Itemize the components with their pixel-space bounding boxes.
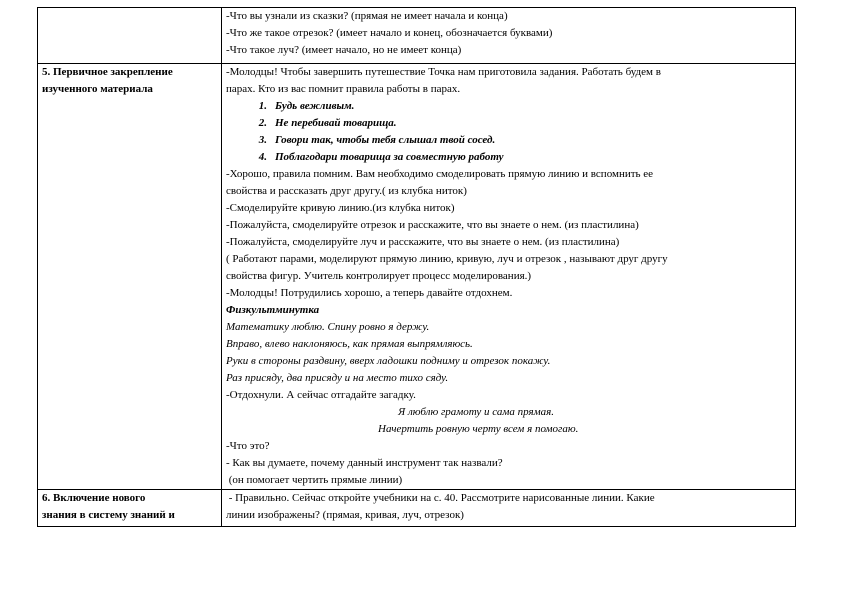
rule-number: 1. — [258, 100, 267, 112]
content-clip — [226, 490, 791, 524]
stage-title: изученного материала — [42, 83, 153, 95]
text-line: - Правильно. Сейчас откройте учебники на с. 40. Рассмотрите нарисованные линии. Какие — [226, 492, 655, 504]
stage-cell — [38, 490, 222, 527]
stage-title: 6. Включение нового — [42, 492, 146, 504]
rule-text: Не перебивай товарища. — [275, 117, 397, 129]
riddle-line: Я люблю грамоту и сама прямая. — [398, 406, 555, 418]
rule-text: Будь вежливым. — [275, 100, 355, 112]
text-line: -Пожалуйста, смоделируйте отрезок и расскажите, что вы знаете о нем. (из пластилина) — [226, 219, 639, 231]
rule-text: Поблагодари товарища за совместную работу — [275, 151, 504, 163]
rule-text: Говори так, чтобы тебя слышал твой сосед. — [275, 134, 496, 146]
text-line: -Что вы узнали из сказки? (прямая не имеет начала и конца) — [226, 10, 508, 22]
text-line: -Молодцы! Чтобы завершить путешествие Точка нам приготовила задания. Работать будем в — [226, 66, 661, 78]
text-line: свойства фигур. Учитель контролирует процесс моделирования.) — [226, 270, 532, 282]
text-line: -Смоделируйте кривую линию.(из клубка ниток) — [226, 202, 455, 214]
rule-item — [226, 98, 791, 115]
text-line: -Что это? — [226, 440, 270, 452]
stage-cell — [38, 64, 222, 490]
text-line: свойства и рассказать друг другу.( из клубка ниток) — [226, 185, 467, 197]
text-line: (он помогает чертить прямые линии) — [226, 474, 403, 486]
text-line: -Что же такое отрезок? (имеет начало и конец, обозначается буквами) — [226, 27, 553, 39]
stage-clip — [42, 490, 217, 524]
text-line: -Хорошо, правила помним. Вам необходимо смоделировать прямую линию и вспомнить ее — [226, 168, 654, 180]
stage-cell-empty — [38, 8, 222, 64]
rule-number: 2. — [258, 117, 267, 129]
text-line: линии изображены? (прямая, кривая, луч, отрезок) — [226, 509, 464, 521]
table-row — [38, 64, 796, 490]
rule-number: 4. — [258, 151, 267, 163]
rule-number: 3. — [258, 134, 267, 146]
text-line: - Как вы думаете, почему данный инструмент так назвали? — [226, 457, 503, 469]
table-row — [38, 490, 796, 527]
content-cell — [222, 490, 796, 527]
content-cell — [222, 64, 796, 490]
poem-line: Вправо, влево наклоняюсь, как прямая выпрямляюсь. — [226, 338, 473, 350]
fizkult-title: Физкультминутка — [226, 304, 320, 316]
rule-item — [226, 132, 791, 149]
rule-item — [226, 115, 791, 132]
table-row — [38, 8, 796, 64]
text-line: парах. Кто из вас помнит правила работы в парах. — [226, 83, 461, 95]
stage-title: знания в систему знаний и — [42, 509, 175, 521]
lesson-plan-table — [37, 7, 796, 527]
poem-line: Математику люблю. Спину ровно я держу. — [226, 321, 430, 333]
rule-item — [226, 149, 791, 166]
poem-line: Руки в стороны раздвину, вверх ладошки подниму и отрезок покажу. — [226, 355, 551, 367]
text-line: -Что такое луч? (имеет начало, но не имеет конца) — [226, 44, 462, 56]
poem-line: Раз присяду, два присяду и на место тихо сяду. — [226, 372, 449, 384]
text-line: -Молодцы! Потрудились хорошо, а теперь давайте отдохнем. — [226, 287, 513, 299]
text-line: -Отдохнули. А сейчас отгадайте загадку. — [226, 389, 416, 401]
text-line: -Пожалуйста, смоделируйте луч и расскажите, что вы знаете о нем. (из пластилина) — [226, 236, 620, 248]
riddle-line: Начертить ровную черту всем я помогаю. — [378, 423, 579, 435]
content-cell — [222, 8, 796, 64]
text-line: ( Работают парами, моделируют прямую линию, кривую, луч и отрезок , называют друг другу — [226, 253, 668, 265]
stage-title: 5. Первичное закрепление — [42, 66, 173, 78]
